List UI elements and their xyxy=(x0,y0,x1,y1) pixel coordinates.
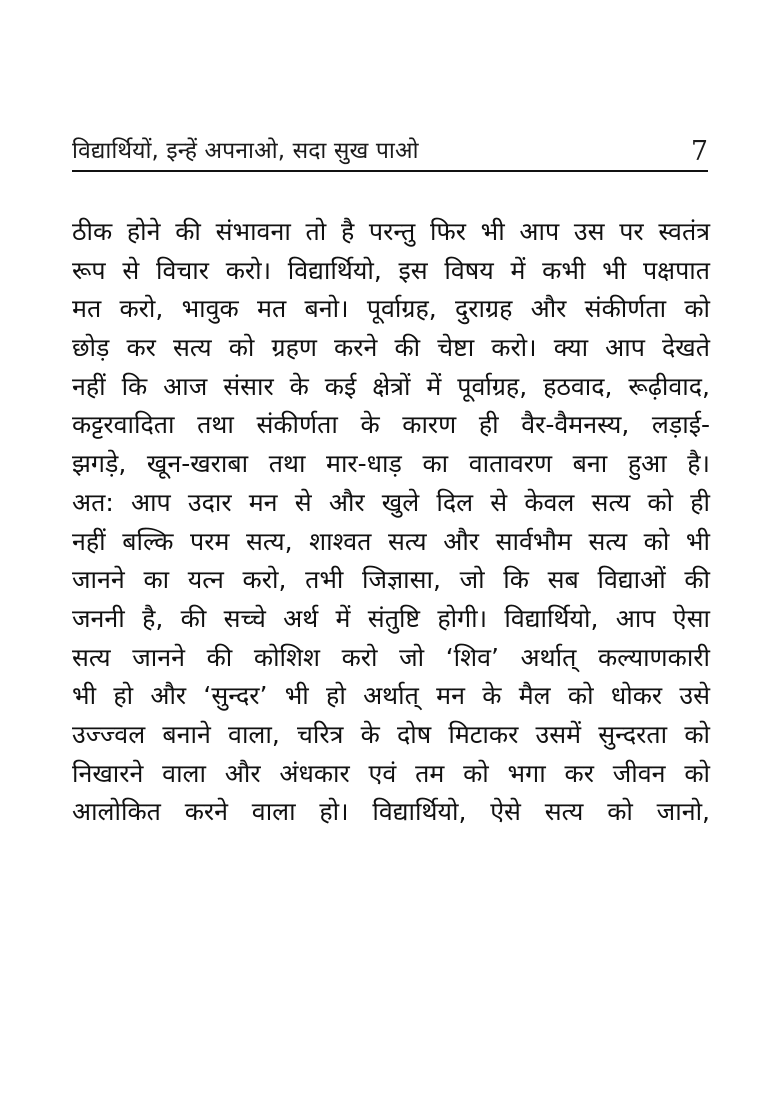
body-line: मत करो, भावुक मत बनो। पूर्वाग्रह, दुराग्रह और संकीर्णता को xyxy=(72,294,710,324)
body-line: छोड़ कर सत्य को ग्रहण करने की चेष्टा करो। क्या आप देखते xyxy=(72,333,710,363)
body-line: नहीं कि आज संसार के कई क्षेत्रों में पूर्वाग्रह, हठवाद, रूढ़ीवाद, xyxy=(72,371,710,401)
body-line: आलोकित करने वाला हो। विद्यार्थियो, ऐसे सत्य को जानो, xyxy=(72,797,710,827)
body-text xyxy=(72,213,710,832)
body-line: सत्य जानने की कोशिश करो जो ‘शिव’ अर्थात् कल्याणकारी xyxy=(72,642,710,672)
body-line: भी हो और ‘सुन्दर’ भी हो अर्थात् मन के मैल को धोकर उसे xyxy=(72,681,710,711)
body-line: ठीक होने की संभावना तो है परन्तु फिर भी आप उस पर स्वतंत्र xyxy=(72,217,710,246)
page-number: 7 xyxy=(690,136,708,167)
body-line: रूप से विचार करो। विद्यार्थियो, इस विषय में कभी भी पक्षपात xyxy=(72,255,710,285)
body-line: जानने का यत्न करो, तभी जिज्ञासा, जो कि सब विद्याओं की xyxy=(72,565,710,595)
body-line: अत: आप उदार मन से और खुले दिल से केवल सत्य को ही xyxy=(72,487,710,517)
body-line: झगड़े, खून-खराबा तथा मार-धाड़ का वातावरण बना हुआ है। xyxy=(72,449,710,479)
body-line: नहीं बल्कि परम सत्य, शाश्वत सत्य और सार्वभौम सत्य को भी xyxy=(72,526,710,556)
body-line: जननी है, की सच्चे अर्थ में संतुष्टि होगी। विद्यार्थियो, आप ऐसा xyxy=(72,603,710,633)
header-title: विद्यार्थियों, इन्हें अपनाओ, सदा सुख पाओ xyxy=(72,138,419,164)
body-line: कट्टरवादिता तथा संकीर्णता के कारण ही वैर-वैमनस्य, लड़ाई- xyxy=(72,410,710,440)
body-line: निखारने वाला और अंधकार एवं तम को भगा कर जीवन को xyxy=(72,758,710,788)
body-line: उज्ज्वल बनाने वाला, चरित्र के दोष मिटाकर उसमें सुन्दरता को xyxy=(72,719,710,749)
running-header xyxy=(72,132,708,172)
